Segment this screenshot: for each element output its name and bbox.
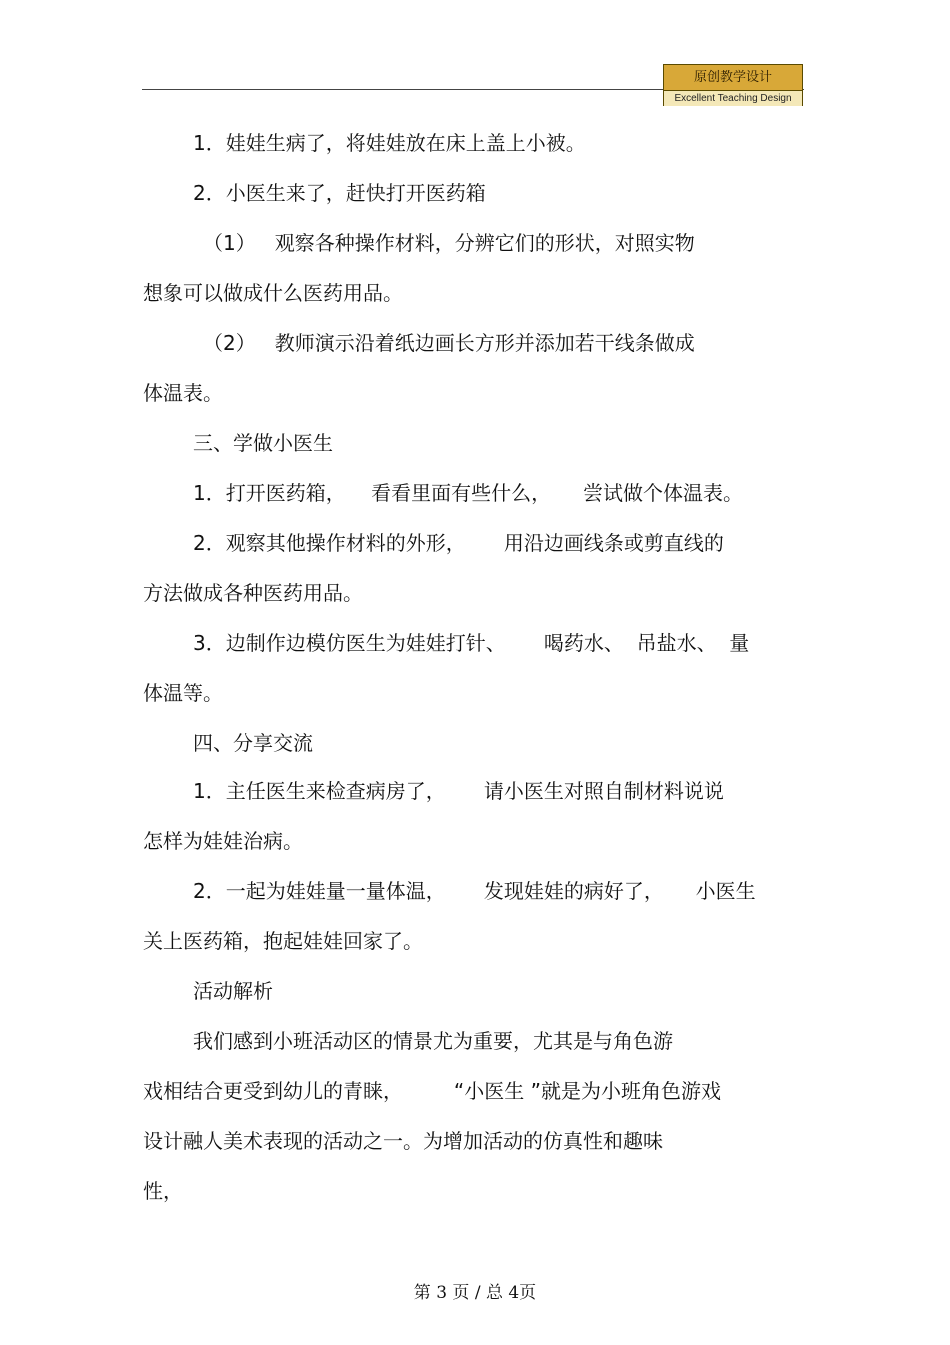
body-line: （2） 教师演示沿着纸边画长方形并添加若干线条做成 [203,331,695,355]
badge-subtitle: Excellent Teaching Design [664,91,802,106]
body-line: 1．打开医药箱， 看看里面有些什么， 尝试做个体温表。 [193,481,743,505]
body-line: 体温等。 [143,681,223,705]
body-line: 2．观察其他操作材料的外形， 用沿边画线条或剪直线的 [193,531,724,555]
section-heading: 三、学做小医生 [193,431,333,455]
body-line: 戏相结合更受到幼儿的青睐， “小医生 ”就是为小班角色游戏 [143,1079,721,1103]
section-heading: 四、分享交流 [193,731,313,755]
body-line: 1．主任医生来检查病房了， 请小医生对照自制材料说说 [193,779,724,803]
body-line: 体温表。 [143,381,223,405]
body-line: 设计融人美术表现的活动之一。为增加活动的仿真性和趣味 [143,1129,663,1153]
body-line: 我们感到小班活动区的情景尤为重要，尤其是与角色游 [193,1029,673,1053]
body-line: 2．小医生来了，赶快打开医药箱 [193,181,486,205]
header-badge [663,64,803,106]
body-line: 想象可以做成什么医药用品。 [143,281,403,305]
body-line: 关上医药箱，抱起娃娃回家了。 [143,929,423,953]
body-line: 3．边制作边模仿医生为娃娃打针、 喝药水、 吊盐水、 量 [193,631,750,655]
body-line: 性， [143,1179,183,1203]
page-number: 第 3 页 / 总 4页 [413,1283,537,1303]
body-line: 怎样为娃娃治病。 [143,829,303,853]
body-line: 1．娃娃生病了，将娃娃放在床上盖上小被。 [193,131,586,155]
body-line: （1） 观察各种操作材料，分辨它们的形状，对照实物 [203,231,695,255]
section-heading: 活动解析 [193,979,273,1003]
body-line: 方法做成各种医药用品。 [143,581,363,605]
body-line: 2．一起为娃娃量一量体温， 发现娃娃的病好了， 小医生 [193,879,756,903]
badge-title: 原创教学设计 [664,65,802,91]
